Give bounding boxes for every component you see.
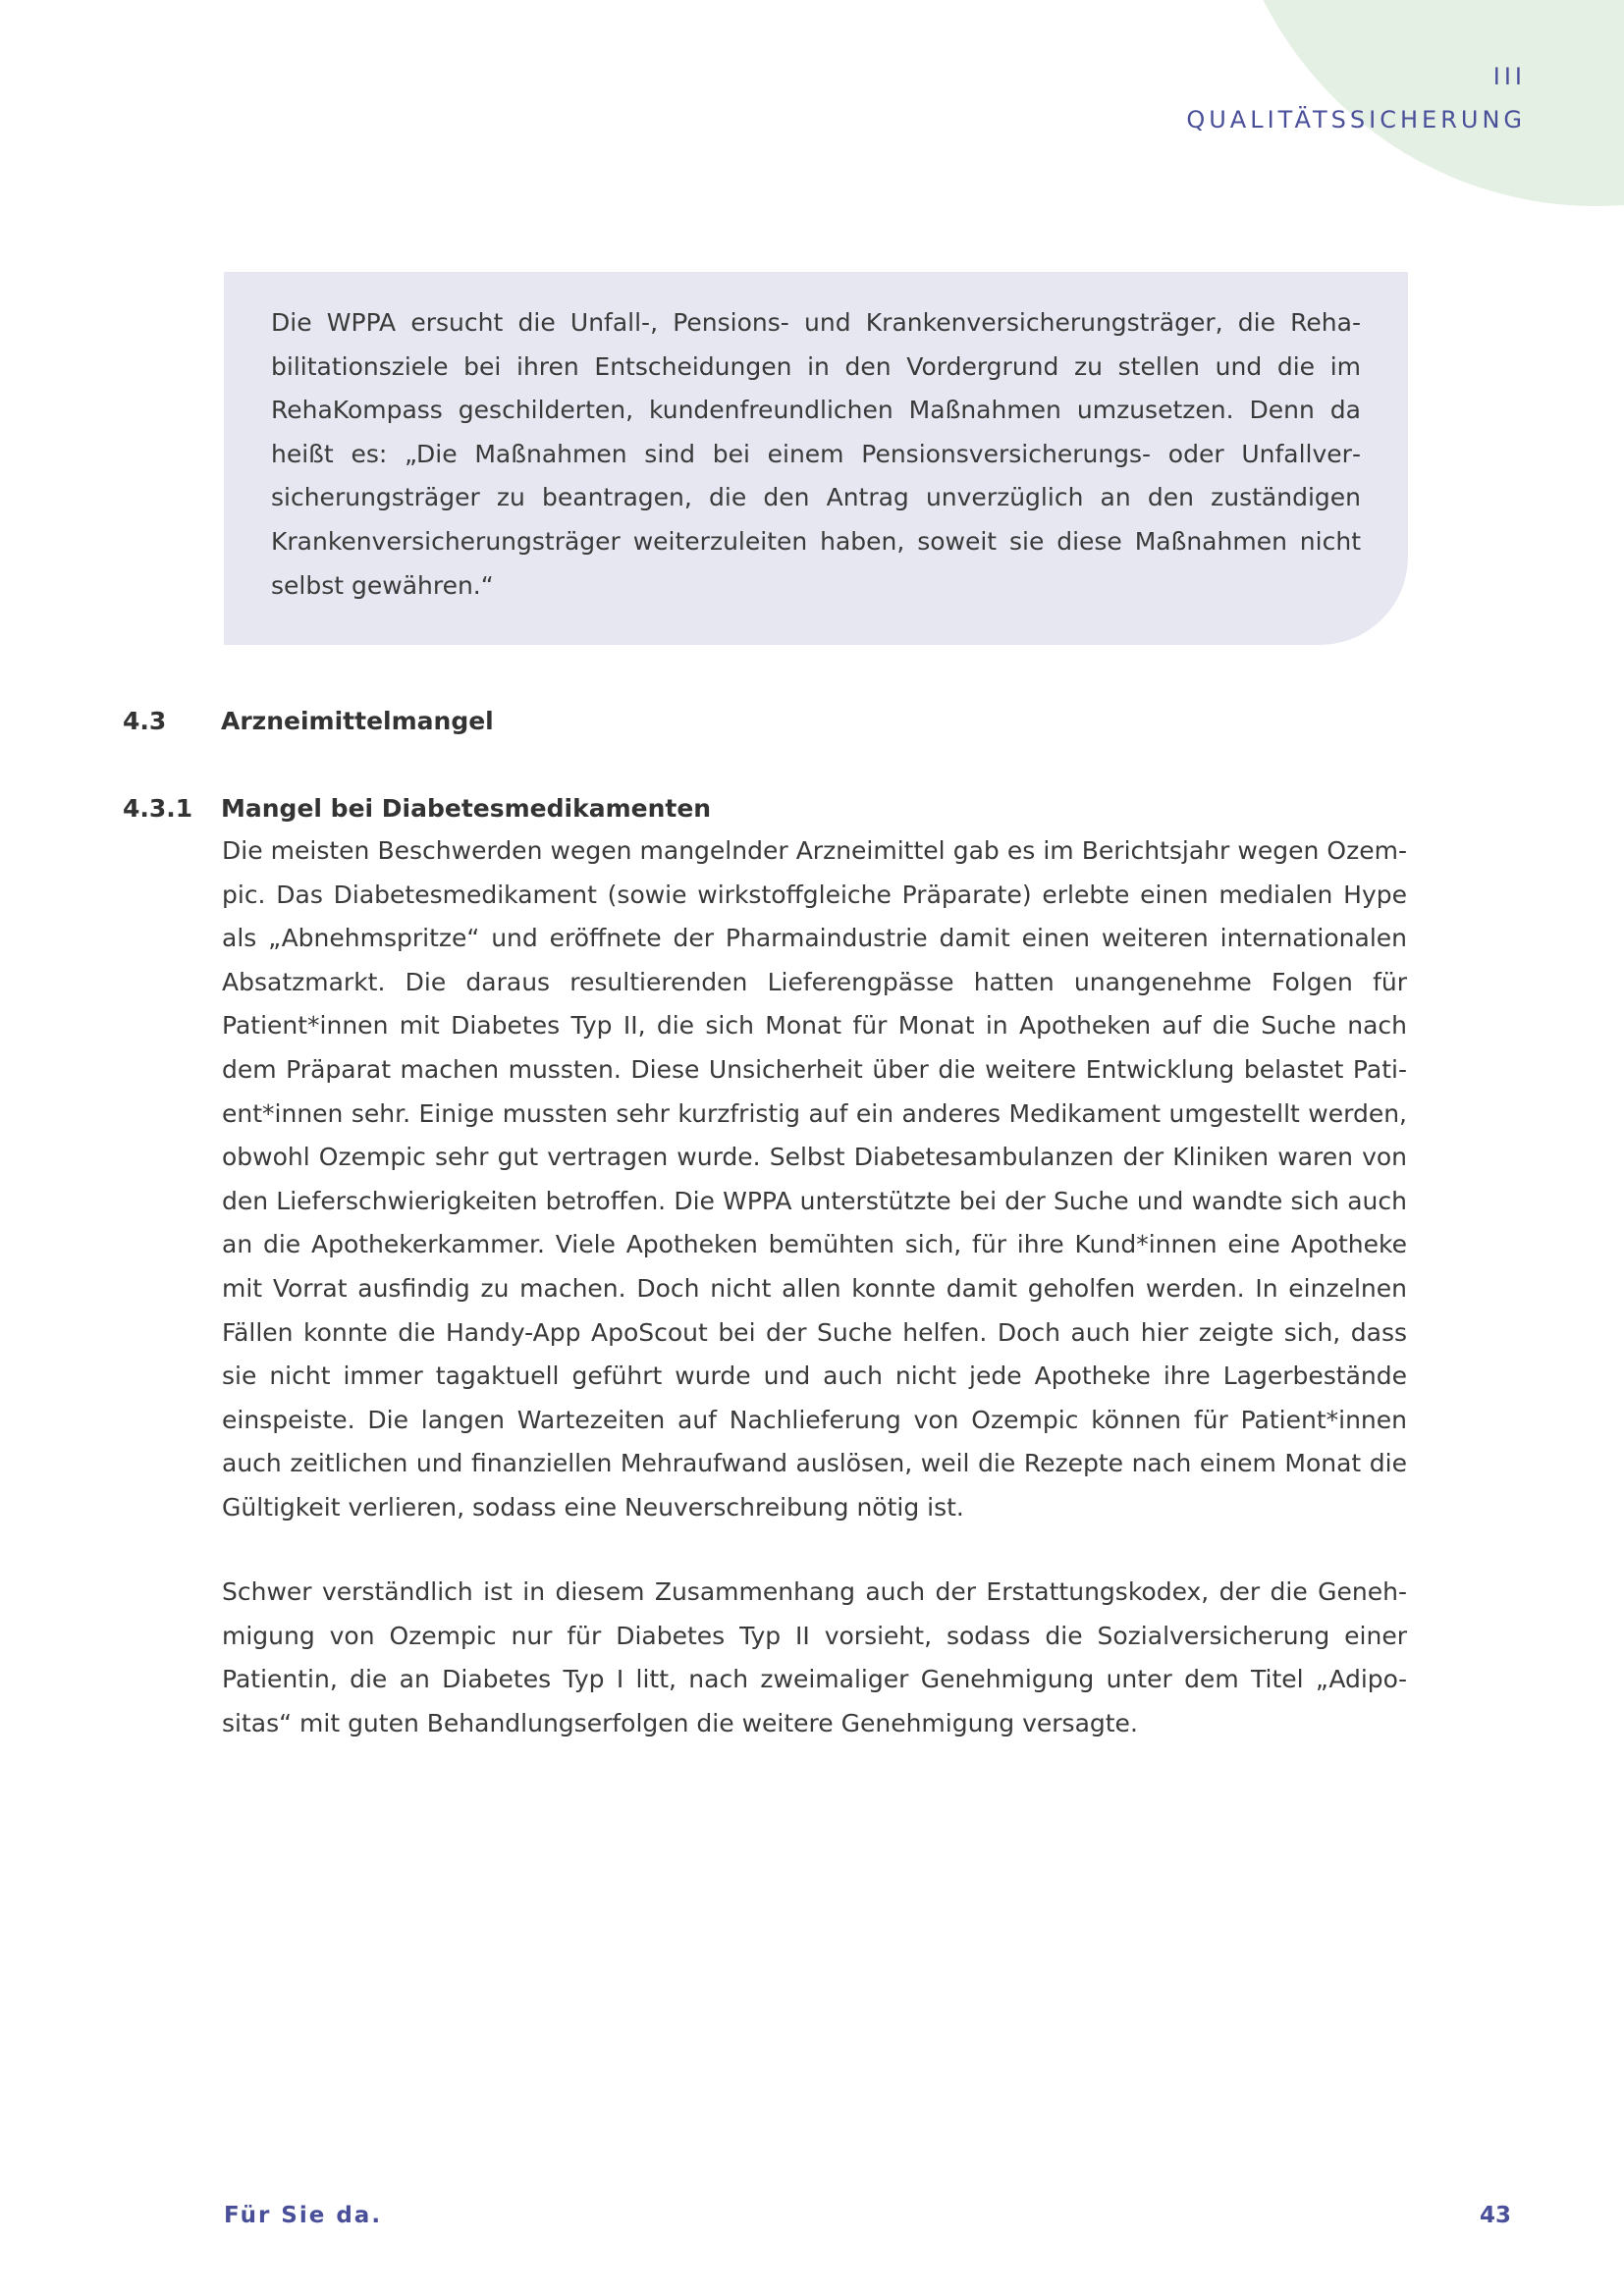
- page-number: 43: [1480, 2203, 1512, 2228]
- section-number: 4.3: [123, 707, 167, 735]
- subsection-number: 4.3.1: [123, 794, 193, 823]
- subsection-title: Mangel bei Diabetesmedikamenten: [221, 794, 712, 823]
- page-header: [1186, 55, 1526, 141]
- footer-tagline: Für Sie da.: [224, 2203, 383, 2228]
- section-title: Arzneimittelmangel: [221, 707, 494, 735]
- body-paragraph-2: Schwer verständlich ist in diesem Zusammenhang auch der Erstattungskodex, der die Genehmigung von Ozempic nur für Diabetes Typ II vorsieht, sodass die Sozialversicherung einer Patientin, die an Diabetes Typ I litt, nach zweimaliger Genehmigung unter dem Titel „Adipositas“ mit guten Behandlungserfolgen die weitere Genehmigung versagte.: [222, 1577, 1407, 1737]
- chapter-title: QUALITÄTSSICHERUNG: [1186, 106, 1526, 133]
- body-paragraph-1: Die meisten Beschwerden wegen mangelnder Arzneimittel gab es im Berichtsjahr wegen Ozempic. Das Diabetesmedikament (sowie wirkstoffgleiche Präparate) erlebte einen medialen Hype als „Abnehmspritze“ und eröffnete der Pharmaindustrie damit einen weiteren internationalen Absatzmarkt. Die daraus resultierenden Lieferengpässe hatten unangenehme Folgen für Patient*innen mit Diabetes Typ II, die sich Monat für Monat in Apotheken auf die Suche nach dem Präparat machen mussten. Diese Unsicherheit über die weitere Entwicklung belastet Patient*innen sehr. Einige mussten sehr kurzfristig auf ein anderes Medikament umgestellt werden, obwohl Ozempic sehr gut vertragen wurde. Selbst Diabetesambulanzen der Kliniken waren von den Lieferschwierigkeiten betroffen. Die WPPA unterstützte bei der Suche und wandte sich auch an die Apothekerkammer. Viele Apotheken bemühten sich, für ihre Kund*innen eine Apotheke mit Vorrat ausfindig zu machen. Doch nicht allen konnte damit geholfen werden. In einzelnen Fällen konnte die Handy-App ApoScout bei der Suche helfen. Doch auch hier zeigte sich, dass sie nicht immer tagaktuell geführt wurde und auch nicht jede Apotheke ihre Lagerbestände einspeiste. Die langen Wartezeiten auf Nachlieferung von Ozempic können für Patient*innen auch zeitlichen und finanziellen Mehraufwand auslösen, weil die Rezepte nach einem Monat die Gültigkeit verlieren, sodass eine Neuverschreibung nötig ist.: [222, 836, 1407, 1522]
- callout-text: Die WPPA ersucht die Unfall-, Pensions- und Krankenversicherungsträger, die Rehabilitationsziele bei ihren Entscheidungen in den Vordergrund zu stellen und die im RehaKompass geschilderten, kundenfreundlichen Maßnahmen umzusetzen. Denn da heißt es: „Die Maßnahmen sind bei einem Pensionsversicherungs- oder Unfallversicherungsträger zu beantragen, die den Antrag unverzüglich an den zuständigen Krankenversicherungsträger weiterzuleiten haben, soweit sie diese Maßnahmen nicht selbst gewähren.“: [271, 308, 1361, 600]
- chapter-number: III: [1492, 63, 1526, 90]
- callout-box: [224, 272, 1408, 645]
